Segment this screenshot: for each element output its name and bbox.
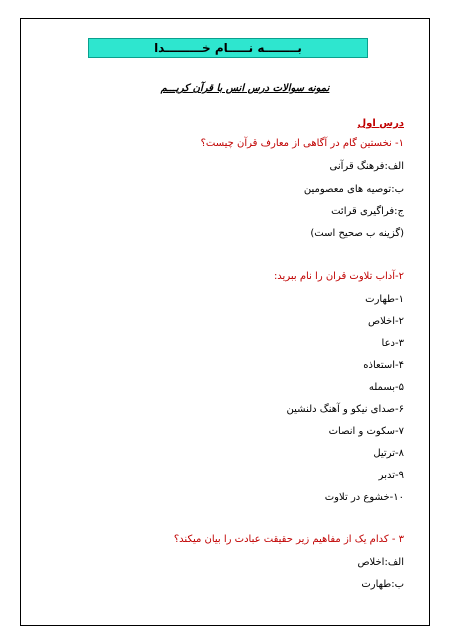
lesson-heading: درس اول [357,118,404,129]
question-3: ۳ - کدام یک از مفاهیم زیر حقیقت عبادت را بیان میکند؟ [173,534,404,545]
q1-option-c: ج:فراگیری قرائت [331,206,404,217]
q1-answer-note: (گزینه ب صحیح است) [310,228,404,239]
q3-option-b: ب:طهارت [361,579,404,590]
q2-item: ۹-تدبر [378,470,404,481]
question-2: ۲-آداب تلاوت قران را نام ببرید: [273,271,404,282]
question-1: ۱- نخستین گام در آگاهی از معارف قرآن چیست؟ [200,138,404,149]
document-subtitle: نمونه سوالات درس انس با قرآن کریـــم [160,83,330,94]
q3-option-a: الف:اخلاص [357,557,404,568]
q2-item: ۶-صدای نیکو و آهنگ دلنشین [286,404,404,415]
q1-option-b: ب:توصیه های معصومین [303,184,404,195]
title-banner: بــــــــه نـــــام خـــــــــدا [88,38,368,58]
q2-item: ۳-دعا [381,338,404,349]
q2-item: ۱-طهارت [365,294,404,305]
q2-item: ۸-ترتیل [373,448,404,459]
q2-item: ۵-بسمله [368,382,404,393]
q2-item: ۷-سکوت و انصات [328,426,404,437]
q2-item: ۱۰-خشوع در تلاوت [324,492,404,503]
q1-option-a: الف:فرهنگ قرآنی [329,161,404,172]
q2-item: ۲-اخلاص [368,316,404,327]
q2-item: ۴-استعاذه [363,360,404,371]
